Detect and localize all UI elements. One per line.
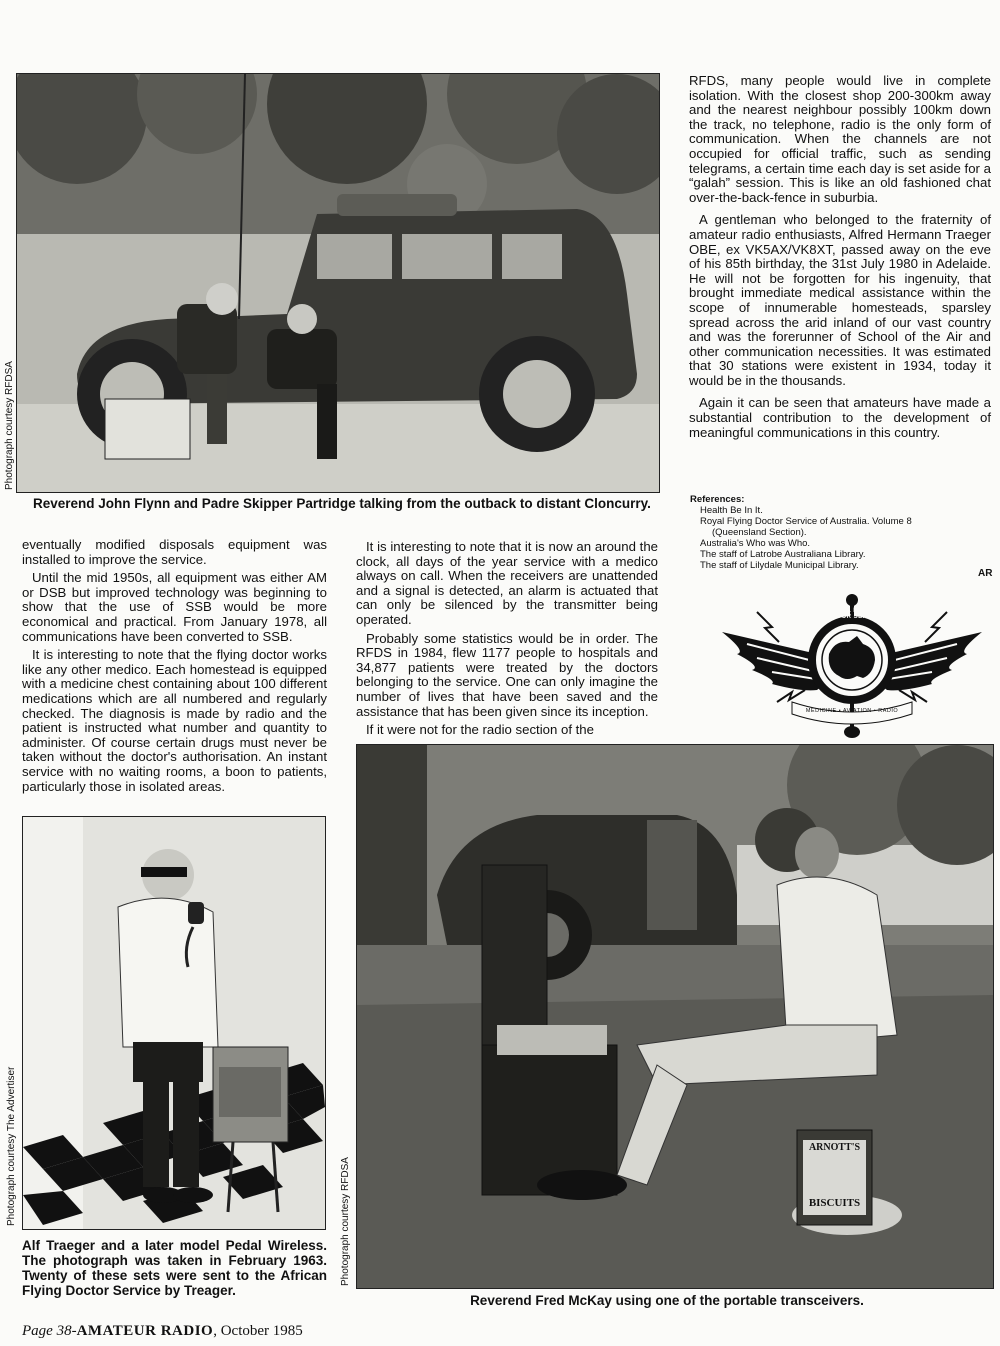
emblem-ribbon-text: MEDICINE • AVIATION • RADIO [805, 708, 899, 714]
left-col-paragraph: Until the mid 1950s, all equipment was either AM or DSB but improved technology was beginning to show that the use of SSB would be more economical and practical. From January 1978, all communications have been converted to SSB. [22, 570, 327, 644]
car-photo-illustration [17, 74, 659, 492]
footer-page-number: Page 38- [22, 1323, 77, 1339]
biscuit-tin-label-top: ARNOTT'S [808, 1142, 861, 1153]
traeger-photo-illustration [23, 817, 325, 1229]
references-heading: References: [690, 494, 745, 505]
photo-traeger-credit: Photograph courtesy The Advertiser [6, 1066, 17, 1226]
right-col-paragraph: RFDS, many people would live in complete isolation. With the closest shop 200-300km away and the nearest neighbour possibly 100km down the track, no telephone, radio is the only form of communication. When the channels are not occupied for official traffic, such as sending telegrams, a certain time each day is set aside for a “galah” session. This is like an old fashioned chat over-the-back-fence in suburbia. [689, 73, 991, 205]
photo-traeger [22, 816, 326, 1230]
photo-mckay [356, 744, 994, 1289]
middle-col-paragraph: If it were not for the radio section of the [366, 722, 594, 738]
end-mark: AR [978, 568, 993, 579]
left-col-paragraph: eventually modified disposals equipment was installed to improve the service. [22, 537, 327, 567]
footer-magazine-title: AMATEUR RADIO [76, 1323, 214, 1339]
footer-date: , October 1985 [213, 1323, 303, 1339]
reference-item: Australia's Who was Who. [700, 538, 811, 549]
references-block [690, 494, 980, 571]
reference-item: (Queensland Section). [712, 527, 807, 538]
reference-item: The staff of Latrobe Australiana Library. [700, 549, 866, 560]
photo-car-credit: Photograph courtesy RFDSA [4, 361, 15, 490]
left-col-paragraph: It is interesting to note that the flying doctor works like any other medico. Each homestead is equipped with a medicine chest containing about 100 different medications which are all numbered and regularly checked. The diagnosis is made by radio and the patient is instructed what number and quantity to administer. Of course certain drugs must never be taken without the doctor's authorisation. An instant service with no waiting rooms, a boon to patients, particularly those in isolated areas. [22, 647, 327, 794]
reference-item: Royal Flying Doctor Service of Australia. Volume 8 [700, 516, 912, 527]
photo-mckay-credit: Photograph courtesy RFDSA [340, 1157, 351, 1286]
middle-col-paragraph: Probably some statistics would be in order. The RFDS in 1984, flew 1177 people to hospitals and 34,877 patients were treated by the doctors belonging to the service. One can only imagine the number of lives that have been saved and the assistance that has been given since its inception. [356, 630, 658, 719]
mckay-photo-illustration [357, 745, 993, 1288]
reference-item: Health Be In It. [700, 505, 763, 516]
emblem-ring-text: ROYAL FLYING DOCTOR SERVICE [822, 608, 884, 620]
right-column-top [689, 74, 991, 444]
middle-column [356, 538, 658, 742]
photo-traeger-caption: Alf Traeger and a later model Pedal Wireless. The photograph was taken in February 1963. Twenty of these sets were sent to the African Flying Doctor Service by Treager. [22, 1238, 327, 1298]
left-column [22, 538, 327, 798]
photo-car-outback [16, 73, 660, 493]
photo-car-caption: Reverend John Flynn and Padre Skipper Partridge talking from the outback to distant Cloncurry. [33, 496, 651, 511]
photo-mckay-caption: Reverend Fred McKay using one of the portable transceivers. [470, 1293, 864, 1308]
middle-col-paragraph: It is interesting to note that it is now an around the clock, all days of the year service with a medico always on call. When the receivers are unattended and a signal is detected, an alarm is actuated that can only be silenced by the transmitter being operated. [356, 539, 658, 627]
right-col-paragraph: Again it can be seen that amateurs have made a substantial contribution to the development of meaningful communications in this country. [689, 395, 991, 440]
biscuit-tin-label-bottom: BISCUITS [808, 1197, 861, 1209]
page-footer [22, 1322, 303, 1340]
reference-item: The staff of Lilydale Municipal Library. [700, 560, 859, 571]
right-col-paragraph: A gentleman who belonged to the fraternity of amateur radio enthusiasts, Alfred Hermann Traeger OBE, ex VK5AX/VK8XT, passed away on the eve of his 85th birthday, the 31st July 1980 in Adelaide. He will not be forgotten for his ingenuity, that brought immediate medical assistance within the scope of innumerable homesteads, sparsley spread across the arid inland of our vast country and was the forerunner of School of the Air and other communication necessities. It was estimated that 30 stations were existent in 1934, today it would be in the thousands. [689, 212, 991, 388]
rfds-emblem [717, 592, 987, 742]
